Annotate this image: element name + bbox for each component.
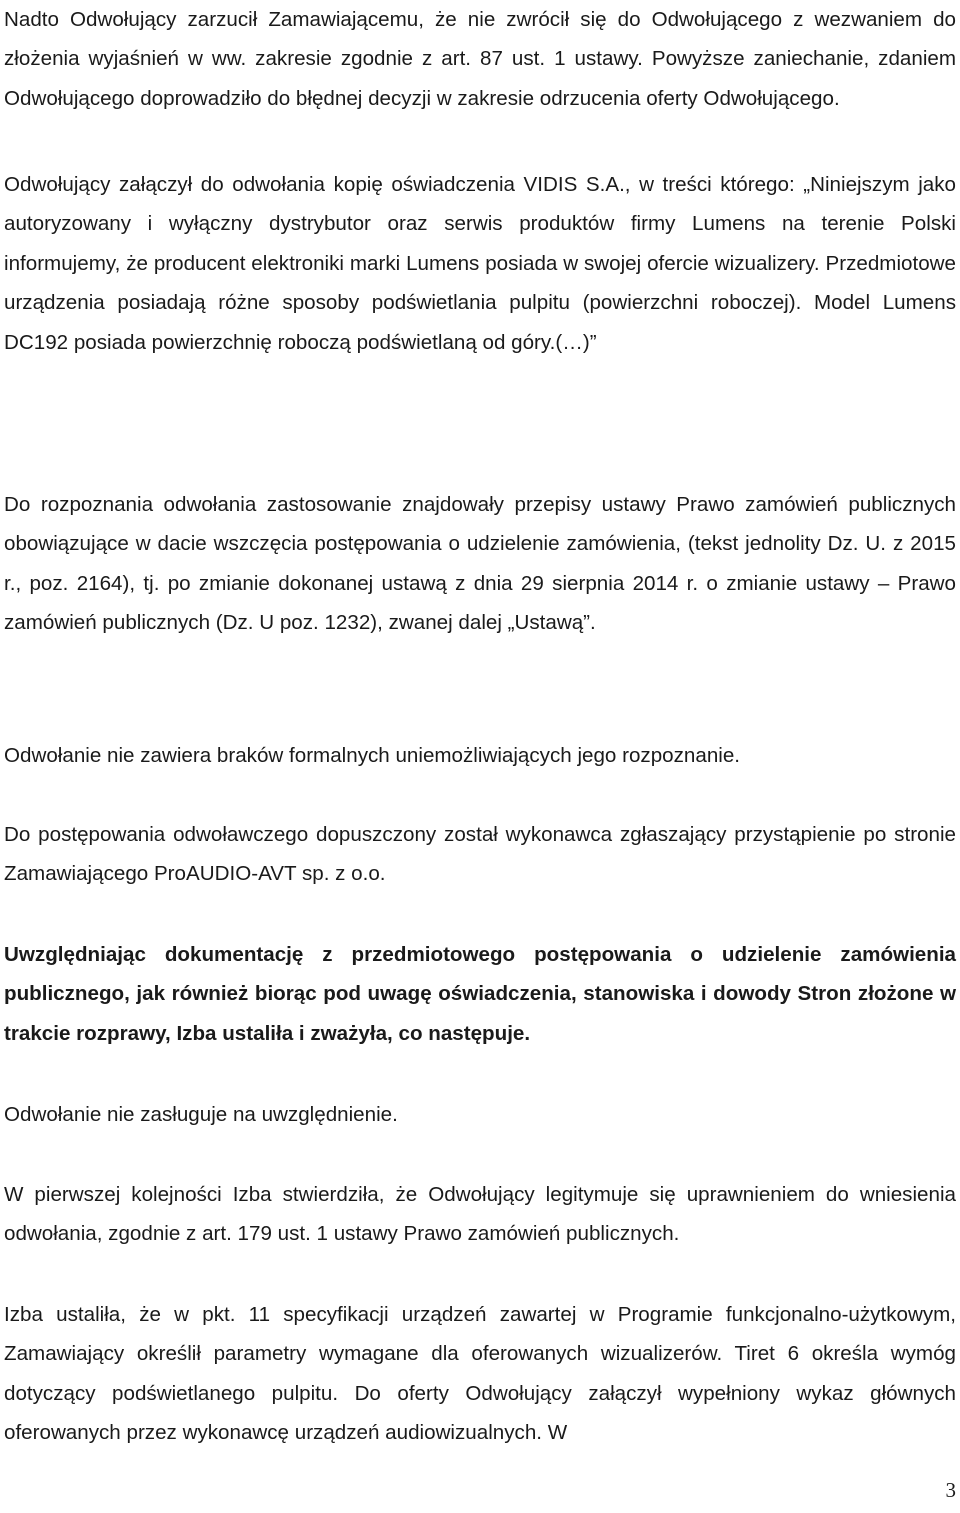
- paragraph-1: Nadto Odwołujący zarzucił Zamawiającemu, że nie zwrócił się do Odwołującego z wezwaniem do złożenia wyjaśnień w ww. zakresie zgodnie z art. 87 ust. 1 ustawy. Powyższe zaniechanie, zdaniem Odwołującego doprowadziło do błędnej decyzji w zakresie odrzucenia oferty Odwołującego.: [4, 8, 956, 110]
- paragraph-9: Izba ustaliła, że w pkt. 11 specyfikacji urządzeń zawartej w Programie funkcjonalno-użytkowym, Zamawiający określił parametry wymagane dla oferowanych wizualizerów. Tiret 6 określa wymóg dotyczący podświetlanego pulpitu. Do oferty Odwołujący załączył wypełniony wykaz głównych oferowanych przez wykonawcę urządzeń audiowizualnych. W: [4, 1303, 956, 1445]
- paragraph-7: Odwołanie nie zasługuje na uwzględnienie.: [4, 1103, 398, 1126]
- paragraph-6-bold: Uwzględniając dokumentację z przedmiotowego postępowania o udzielenie zamówienia publicznego, jak również biorąc pod uwagę oświadczenia, stanowiska i dowody Stron złożone w trakcie rozprawy, Izba ustaliła i zważyła, co następuje.: [4, 943, 956, 1045]
- paragraph-4: Odwołanie nie zawiera braków formalnych uniemożliwiających jego rozpoznanie.: [4, 744, 741, 767]
- paragraph-8: W pierwszej kolejności Izba stwierdziła, że Odwołujący legitymuje się uprawnieniem do wniesienia odwołania, zgodnie z art. 179 ust. 1 ustawy Prawo zamówień publicznych.: [4, 1183, 956, 1246]
- page-number: 3: [945, 1478, 956, 1502]
- paragraph-3: Do rozpoznania odwołania zastosowanie znajdowały przepisy ustawy Prawo zamówień publicznych obowiązujące w dacie wszczęcia postępowania o udzielenie zamówienia, (tekst jednolity Dz. U. z 2015 r., poz. 2164), tj. po zmianie dokonanej ustawą z dnia 29 sierpnia 2014 r. o zmianie ustawy – Prawo zamówień publicznych (Dz. U poz. 1232), zwanej dalej „Ustawą”.: [4, 493, 956, 635]
- paragraph-5: Do postępowania odwoławczego dopuszczony został wykonawca zgłaszający przystąpienie po stronie Zamawiającego ProAUDIO-AVT sp. z o.o.: [4, 823, 956, 886]
- paragraph-2: Odwołujący załączył do odwołania kopię oświadczenia VIDIS S.A., w treści którego: „Niniejszym jako autoryzowany i wyłączny dystrybutor oraz serwis produktów firmy Lumens na terenie Polski informujemy, że producent elektroniki marki Lumens posiada w swojej ofercie wizualizery. Przedmiotowe urządzenia posiadają różne sposoby podświetlania pulpitu (powierzchni roboczej). Model Lumens DC192 posiada powierzchnię roboczą podświetlaną od góry.(…)”: [4, 173, 956, 354]
